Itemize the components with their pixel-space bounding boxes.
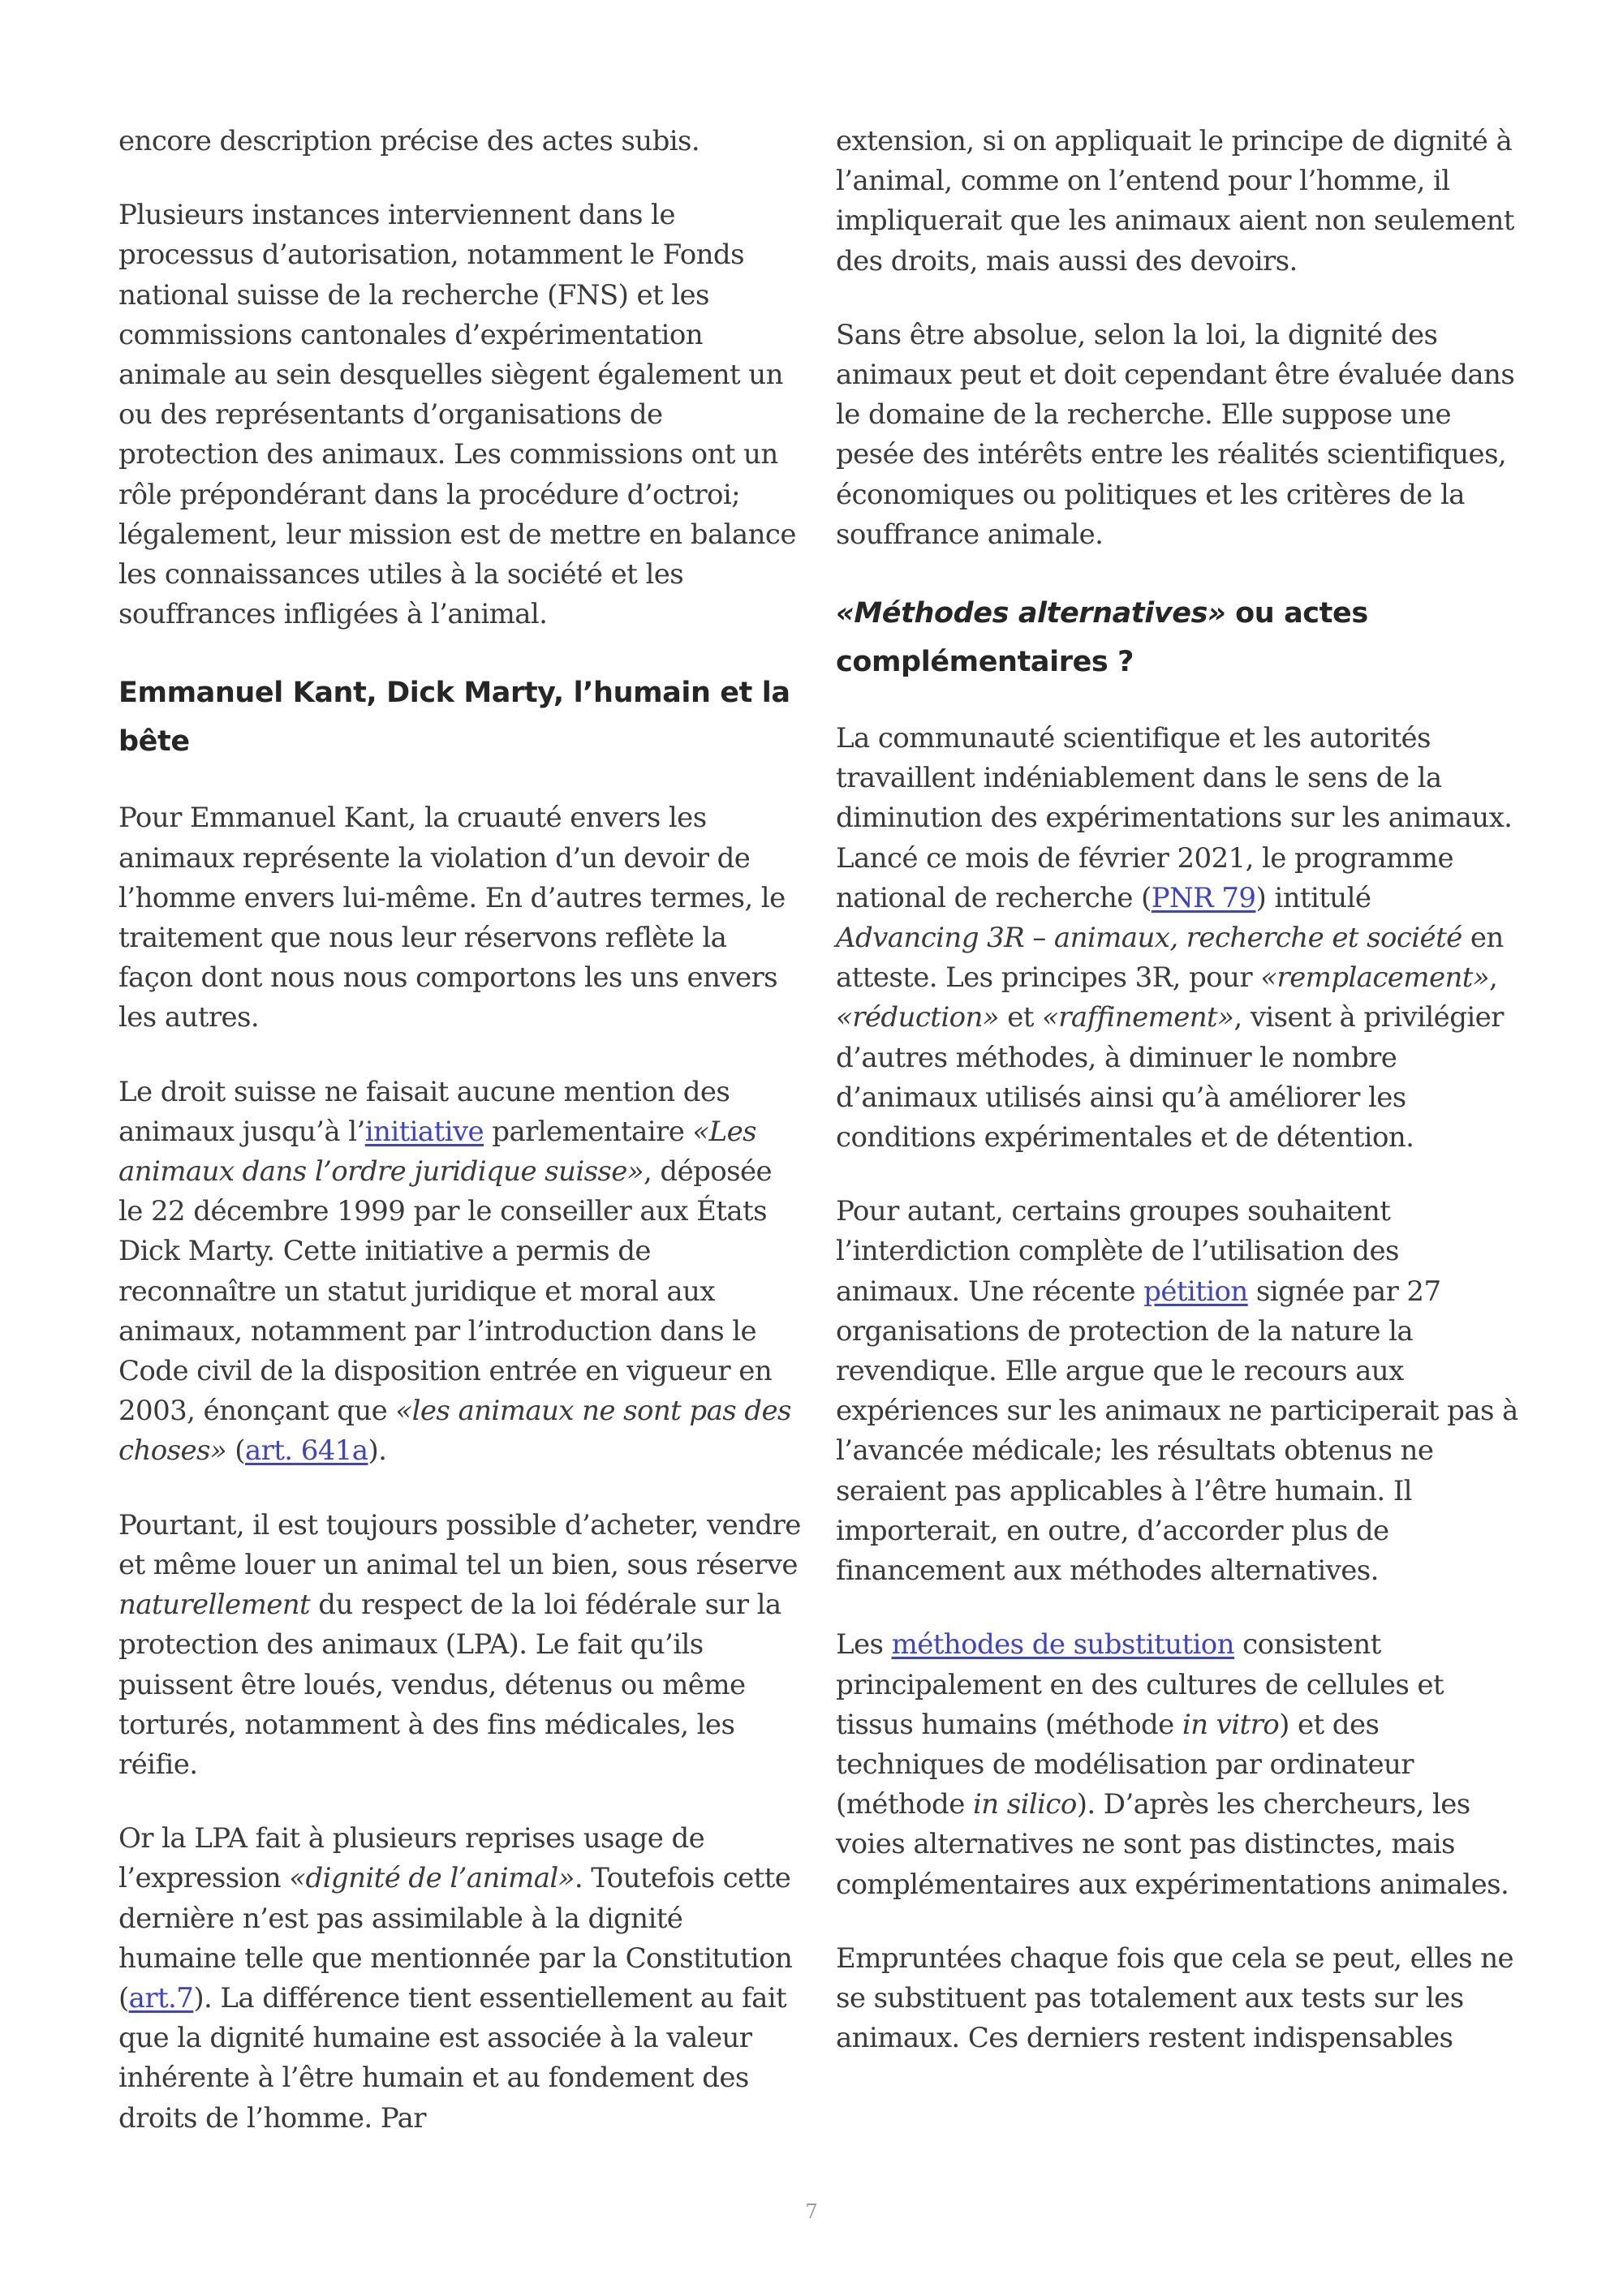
text-run: Pourtant, il est toujours possible d’acheter, vendre et même louer un animal tel un bien, sous réserve bbox=[118, 1508, 801, 1581]
text-run: Emmanuel Kant, Dick Marty, l’humain et la bête bbox=[118, 677, 790, 759]
italic-text: in vitro bbox=[1182, 1708, 1280, 1741]
left-column bbox=[118, 122, 804, 2173]
text-run: du respect de la loi fédérale sur la protection des animaux (LPA). Le fait qu’ils puissent être loués, vendus, détenus ou même torturés, notamment à des fins médicales, les réifie. bbox=[118, 1589, 781, 1781]
paragraph bbox=[118, 1819, 804, 2139]
text-run: , déposée le 22 décembre 1999 par le conseiller aux États Dick Marty. Cette initiative a permis de reconnaître un statut juridique et moral aux animaux, notamment par l’introduction dans le Code civil de la disposition entrée en vigueur en 2003, énonçant que bbox=[118, 1155, 773, 1428]
inline-link[interactable]: pétition bbox=[1143, 1275, 1248, 1308]
text-run: ) intitulé bbox=[1255, 881, 1371, 914]
text-run: ou actes complémentaires ? bbox=[836, 597, 1368, 679]
text-run: parlementaire bbox=[484, 1115, 693, 1148]
paragraph bbox=[118, 1506, 804, 1785]
text-run: Pour Emmanuel Kant, la cruauté envers les animaux représente la violation d’un devoir de l’homme envers lui-même. En d’autres termes, le traitement que nous leur réservons reflète la façon dont nous nous comportons les uns envers les autres. bbox=[118, 802, 786, 1034]
text-run: consistent principalement en des cultures de cellules et tissus humains (méthode bbox=[836, 1628, 1444, 1741]
inline-link[interactable]: méthodes de substitution bbox=[891, 1628, 1234, 1662]
italic-text: in silico bbox=[972, 1788, 1077, 1821]
italic-text: «les animaux ne sont pas des choses» bbox=[118, 1395, 791, 1468]
text-run: Pour autant, certains groupes souhaitent l’interdiction complète de l’utilisation des animaux. Une récente bbox=[836, 1195, 1399, 1308]
text-run: Plusieurs instances interviennent dans le processus d’autorisation, notamment le Fonds national suisse de la recherche (FNS) et les commissions cantonales d’expérimentation animale au sein desquelles siègent également un ou des représentants d’organisations de protection des animaux. Les commissions ont un rôle prépondérant dans la procédure d’octroi; légalement, leur mission est de mettre en balance les connaissances utiles à la société et les souffrances infligées à l’animal. bbox=[118, 199, 796, 631]
paragraph bbox=[836, 122, 1522, 282]
paragraph bbox=[118, 196, 804, 634]
text-run: en atteste. Les principes 3R, pour bbox=[836, 922, 1504, 995]
text-run: . Toutefois cette dernière n’est pas assimilable à la dignité humaine telle que mentionnée par la Constitution ( bbox=[118, 1862, 793, 2014]
paragraph bbox=[836, 1625, 1522, 1904]
paragraph bbox=[118, 122, 804, 161]
italic-text: «raffinement» bbox=[1042, 1001, 1234, 1034]
right-column bbox=[836, 122, 1522, 2092]
text-run: ). D’après les chercheurs, les voies alternatives ne sont pas distinctes, mais complémentaires aux expérimentations animales. bbox=[836, 1788, 1509, 1901]
italic-text: «Les animaux dans l’ordre juridique suisse» bbox=[118, 1115, 756, 1189]
section-heading bbox=[836, 589, 1522, 686]
paragraph bbox=[836, 719, 1522, 1158]
italic-text: «remplacement» bbox=[1260, 961, 1490, 995]
text-run: ) et des techniques de modélisation par ordinateur (méthode bbox=[836, 1708, 1414, 1821]
paragraph bbox=[118, 798, 804, 1038]
paragraph bbox=[836, 1192, 1522, 1591]
text-run: Le droit suisse ne faisait aucune mention des animaux jusqu’à l’ bbox=[118, 1075, 730, 1148]
section-heading bbox=[118, 669, 804, 766]
text-run: Les bbox=[836, 1628, 892, 1662]
text-run: encore description précise des actes subis. bbox=[118, 125, 700, 157]
paragraph bbox=[836, 316, 1522, 555]
inline-link[interactable]: PNR 79 bbox=[1151, 881, 1256, 914]
inline-link[interactable]: initiative bbox=[364, 1115, 484, 1148]
italic-text: «Méthodes alternatives» bbox=[836, 597, 1226, 630]
text-run: Sans être absolue, selon la loi, la dignité des animaux peut et doit cependant être évaluée dans le domaine de la recherche. Elle suppose une pesée des intérêts entre les réalités scientifiques, économiques ou politiques et les critères de la souffrance animale. bbox=[836, 318, 1515, 551]
text-run: signée par 27 organisations de protection de la nature la revendique. Elle argue que le recours aux expériences sur les animaux ne participerait pas à l’avancée médicale; les résultats obtenus ne seraient pas applicables à l’être humain. Il importerait, en outre, d’accorder plus de financement aux méthodes alternatives. bbox=[836, 1275, 1518, 1588]
text-run: La communauté scientifique et les autorités travaillent indéniablement dans le sens de la diminution des expérimentations sur les animaux. Lancé ce mois de février 2021, le programme national de recherche ( bbox=[836, 722, 1513, 914]
paragraph bbox=[836, 1939, 1522, 2059]
text-run: et bbox=[999, 1001, 1042, 1034]
italic-text: «réduction» bbox=[836, 1001, 999, 1034]
text-run: Or la LPA fait à plusieurs reprises usage de l’expression bbox=[118, 1822, 705, 1895]
text-run: , bbox=[1489, 961, 1498, 995]
text-run: ). bbox=[368, 1434, 387, 1468]
italic-text: Advancing 3R – animaux, recherche et société bbox=[836, 922, 1462, 955]
text-run: extension, si on appliquait le principe de dignité à l’animal, comme on l’entend pour l’homme, il impliquerait que les animaux aient non seulement des droits, mais aussi des devoirs. bbox=[836, 125, 1514, 277]
italic-text: «dignité de l’animal» bbox=[289, 1862, 575, 1895]
text-run: ( bbox=[226, 1434, 245, 1468]
text-run: ). La différence tient essentiellement au fait que la dignité humaine est associée à la valeur inhérente à l’être humain et au fondement des droits de l’homme. Par bbox=[118, 1981, 787, 2135]
text-run: Empruntées chaque fois que cela se peut, elles ne se substituent pas totalement aux tests sur les animaux. Ces derniers restent indispensables bbox=[836, 1941, 1514, 2055]
inline-link[interactable]: art. 641a bbox=[244, 1434, 368, 1468]
inline-link[interactable]: art.7 bbox=[128, 1981, 194, 2014]
text-run: , visent à privilégier d’autres méthodes, à diminuer le nombre d’animaux utilisés ainsi qu’à améliorer les conditions expérimentales et de détention. bbox=[836, 1001, 1504, 1154]
page-number: 7 bbox=[805, 2200, 818, 2223]
paragraph bbox=[118, 1073, 804, 1472]
italic-text: naturellement bbox=[118, 1589, 311, 1622]
